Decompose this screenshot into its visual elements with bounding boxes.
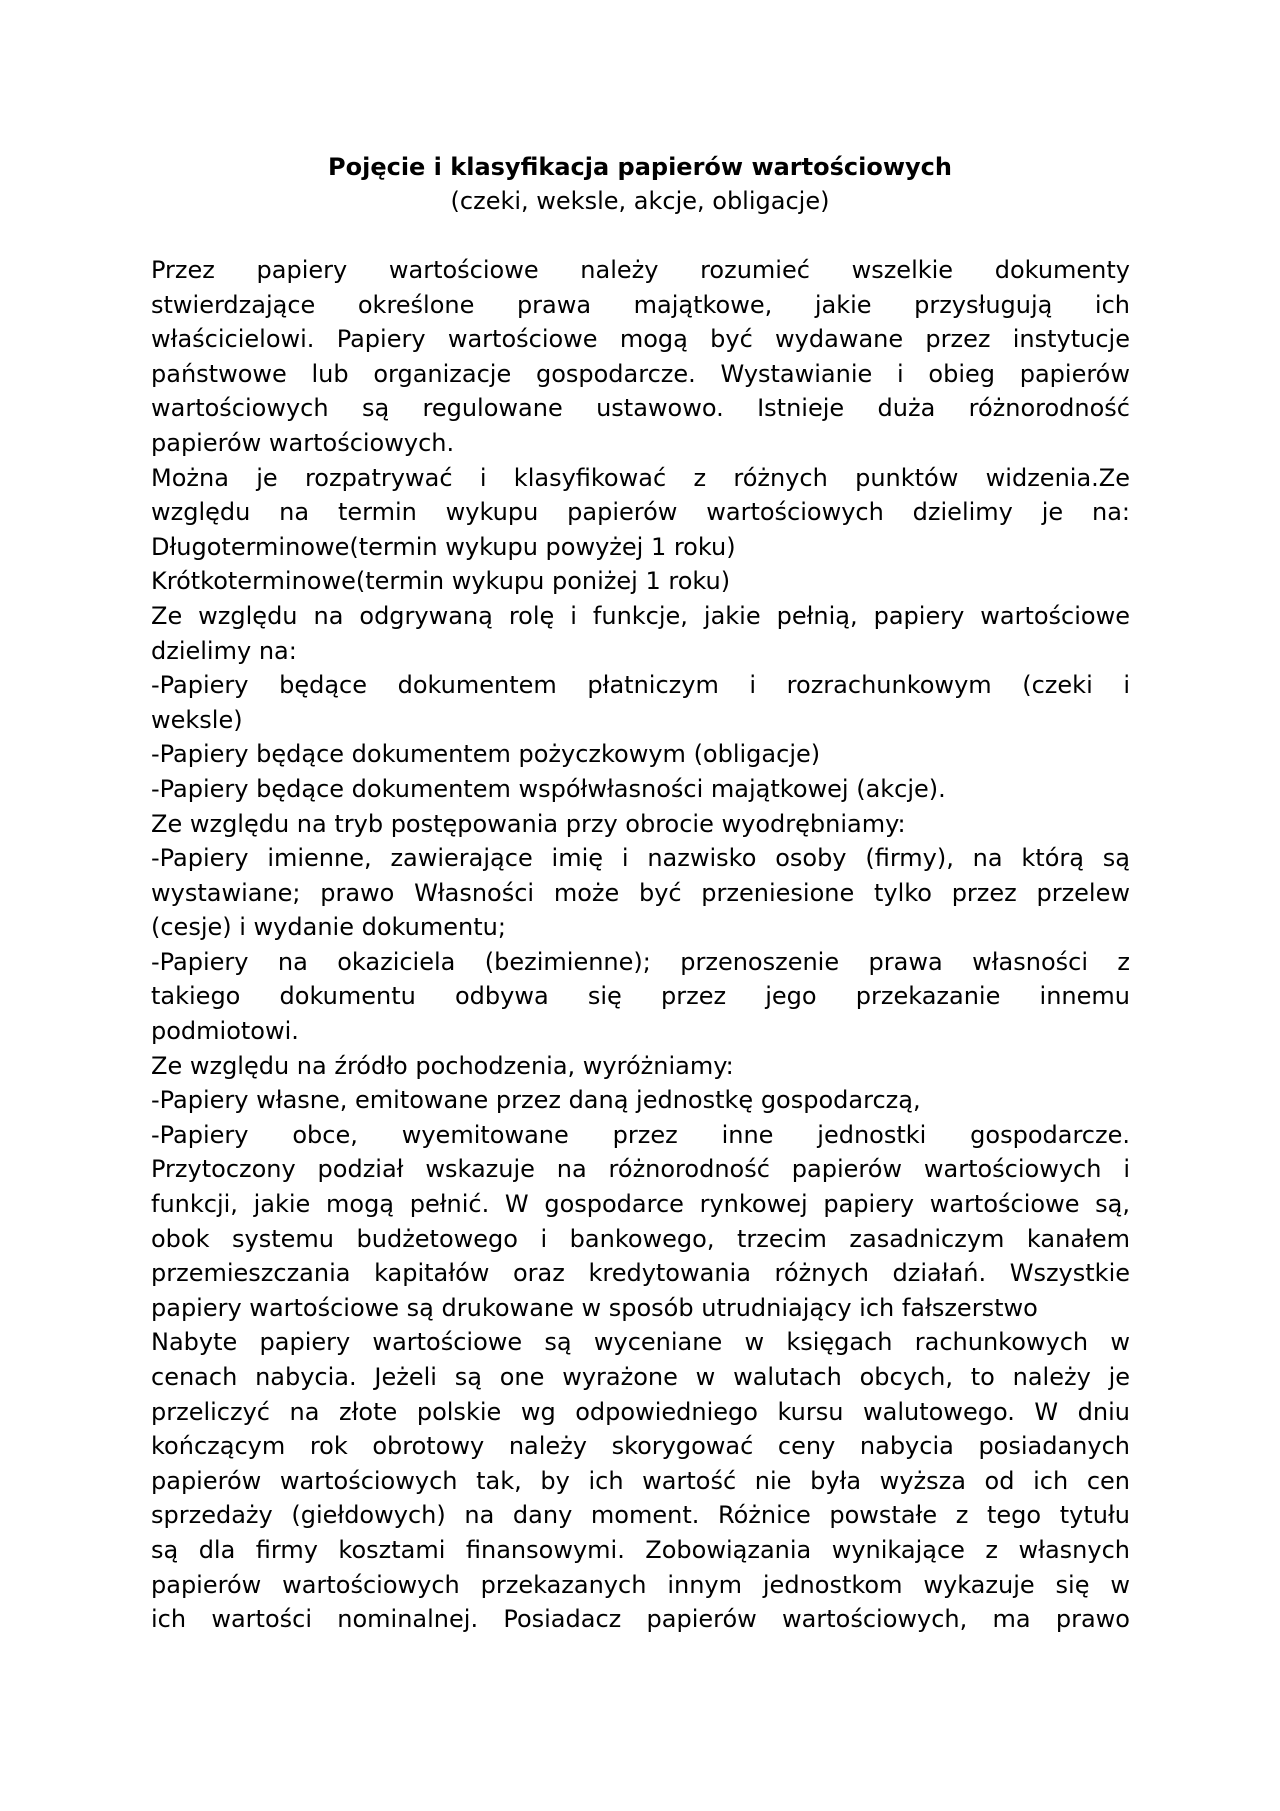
body-text-line: dzielimy na: (151, 636, 297, 665)
body-text-line: -Papiery obce, wyemitowane przez inne jednostki gospodarcze. (151, 1120, 1130, 1149)
body-text-line: -Papiery będące dokumentem współwłasności majątkowej (akcje). (151, 774, 946, 803)
body-text-line: (cesje) i wydanie dokumentu; (151, 913, 506, 942)
body-text-line: Ze względu na źródło pochodzenia, wyróżniamy: (151, 1051, 734, 1080)
body-text-line: sprzedaży (giełdowych) na dany moment. Różnice powstałe z tego tytułu (151, 1501, 1130, 1530)
body-text-line: państwowe lub organizacje gospodarcze. Wystawianie i obieg papierów (151, 359, 1130, 388)
body-text-line: cenach nabycia. Jeżeli są one wyrażone w walutach obcych, to należy je (151, 1363, 1130, 1391)
body-text-line: papierów wartościowych tak, by ich wartość nie była wyższa od ich cen (151, 1466, 1130, 1495)
body-text-line: obok systemu budżetowego i bankowego, trzecim zasadniczym kanałem (151, 1224, 1130, 1253)
body-text-line: Ze względu na odgrywaną rolę i funkcje, jakie pełnią, papiery wartościowe (151, 601, 1130, 630)
body-text-line: są dla firmy kosztami finansowymi. Zobowiązania wynikające z własnych (151, 1535, 1130, 1564)
body-text-line: Ze względu na tryb postępowania przy obrocie wyodrębniamy: (151, 809, 906, 838)
body-text-line: takiego dokumentu odbywa się przez jego przekazanie innemu (151, 982, 1130, 1011)
document-title: Pojęcie i klasyfikacja papierów wartościowych (328, 153, 952, 181)
body-text-line: względu na termin wykupu papierów wartościowych dzielimy je na: (151, 498, 1130, 527)
body-text-line: podmiotowi. (151, 1017, 299, 1046)
body-text-line: funkcji, jakie mogą pełnić. W gospodarce rynkowej papiery wartościowe są, (151, 1190, 1130, 1219)
body-text-line: ich wartości nominalnej. Posiadacz papierów wartościowych, ma prawo (151, 1605, 1130, 1634)
body-text-line: stwierdzające określone prawa majątkowe, jakie przysługują ich (151, 290, 1130, 319)
body-text-line: -Papiery własne, emitowane przez daną jednostkę gospodarczą, (151, 1086, 921, 1115)
body-text-line: kończącym rok obrotowy należy skorygować ceny nabycia posiadanych (151, 1432, 1130, 1461)
body-text-line: Nabyte papiery wartościowe są wyceniane w księgach rachunkowych w (151, 1328, 1130, 1357)
body-text-line: -Papiery imienne, zawierające imię i nazwisko osoby (firmy), na którą są (151, 844, 1130, 873)
body-text-line: przeliczyć na złote polskie wg odpowiedniego kursu walutowego. W dniu (151, 1397, 1130, 1426)
body-text-line: -Papiery będące dokumentem płatniczym i rozrachunkowym (czeki i (151, 671, 1130, 700)
body-text-line: Przez papiery wartościowe należy rozumieć wszelkie dokumenty (151, 256, 1130, 284)
body-text-line: Można je rozpatrywać i klasyfikować z różnych punktów widzenia.Ze (151, 463, 1130, 492)
document-subtitle: (czeki, weksle, akcje, obligacje) (450, 187, 830, 215)
body-text-line: właścicielowi. Papiery wartościowe mogą być wydawane przez instytucje (151, 325, 1130, 354)
body-text-line: wystawiane; prawo Własności może być przeniesione tylko przez przelew (151, 878, 1130, 907)
body-text-line: papierów wartościowych przekazanych innym jednostkom wykazuje się w (151, 1570, 1130, 1599)
body-text-line: papierów wartościowych. (151, 428, 455, 457)
body-text-line: Krótkoterminowe(termin wykupu poniżej 1 roku) (151, 567, 731, 596)
body-text-line: Długoterminowe(termin wykupu powyżej 1 roku) (151, 532, 736, 561)
body-text-line: papiery wartościowe są drukowane w sposób utrudniający ich fałszerstwo (151, 1293, 1038, 1322)
document-body (151, 253, 1130, 1637)
body-text-line: wartościowych są regulowane ustawowo. Istnieje duża różnorodność (151, 394, 1130, 423)
body-text-line: -Papiery na okaziciela (bezimienne); przenoszenie prawa własności z (151, 947, 1130, 976)
body-text-line: Przytoczony podział wskazuje na różnorodność papierów wartościowych i (151, 1155, 1130, 1184)
body-text-line: weksle) (151, 705, 243, 734)
body-text-line: przemieszczania kapitałów oraz kredytowania różnych działań. Wszystkie (151, 1259, 1130, 1288)
body-text-line: -Papiery będące dokumentem pożyczkowym (obligacje) (151, 740, 821, 769)
